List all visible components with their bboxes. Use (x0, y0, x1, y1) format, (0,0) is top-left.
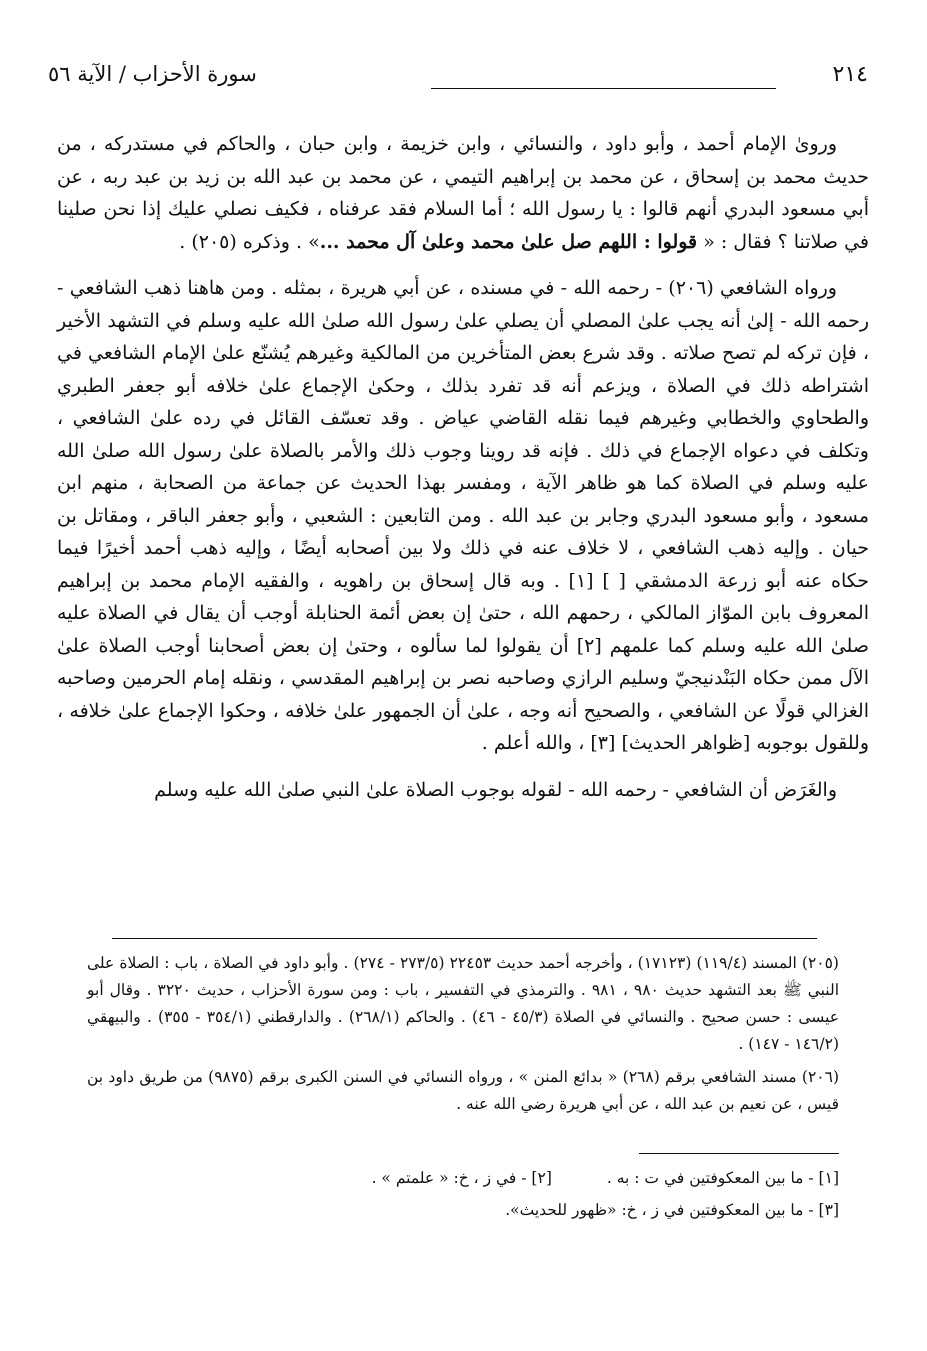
paragraph-1-bold-quote: قولوا : اللهم صل علىٰ محمد وعلىٰ آل محمد ... (319, 230, 698, 253)
main-text (57, 128, 869, 820)
footnote-205: (٢٠٥) المسند (١١٩/٤) (١٧١٢٣) ، وأخرجه أحمد حديث ٢٢٤٥٣ (٢٧٣/٥ - ٢٧٤) . وأبو داود في الصلاة ، باب : الصلاة على النبي ﷺ بعد التشهد حديث ٩٨٠ ، ٩٨١ . والترمذي في التفسير ، باب : ومن سورة الأحزاب ، حديث ٣٢٢٠ . وقال أبو عيسى : حسن صحيح . والنسائي في الصلاة (٤٥/٣ - ٤٦) . والحاكم (٢٦٨/١) . والدارقطني (٣٥٤/١ - ٣٥٥) . والبيهقي (١٤٦/٢ - ١٤٧) . (87, 954, 840, 1053)
paragraph-2: ورواه الشافعي (٢٠٦) - رحمه الله - في مسنده ، عن أبي هريرة ، بمثله . ومن هاهنا ذهب الشافعي - رحمه الله - إلىٰ أنه يجب علىٰ المصلي أن يصلي علىٰ رسول الله صلىٰ الله عليه وسلم في التشهد الأخير ، فإن تركه لم تصح صلاته . وقد شرع بعض المتأخرين من المالكية وغيرهم يُشنّع علىٰ الإمام الشافعي في اشتراطه ذلك في الصلاة ، ويزعم أنه قد تفرد بذلك ، وحكىٰ الإجماع علىٰ خلافه أبو جعفر الطبري والطحاوي والخطابي وغيرهم فيما نقله القاضي عياض . وقد تعسّف القائل في رده علىٰ الشافعي ، وتكلف في دعواه الإجماع في ذلك . فإنه قد روينا وجوب ذلك والأمر بالصلاة علىٰ رسول الله صلىٰ الله عليه وسلم في الصلاة كما هو ظاهر الآية ، ومفسر بهذا الحديث عن جماعة من الصحابة ، منهم ابن مسعود ، وأبو مسعود البدري وجابر بن عبد الله . ومن التابعين : الشعبي ، وأبو جعفر الباقر ، ومقاتل بن حيان . وإليه ذهب الشافعي ، لا خلاف عنه في ذلك ولا بين أصحابه أيضًا ، وإليه ذهب أحمد أخيرًا فيما حكاه عنه أبو زرعة الدمشقي [ ] [١] . وبه قال إسحاق بن راهويه ، والفقيه الإمام محمد بن إبراهيم المعروف بابن الموّاز المالكي ، رحمهم الله ، حتىٰ إن بعض أئمة الحنابلة أوجب أن يقال في الصلاة عليه صلىٰ الله عليه وسلم كما علمهم [٢] أن يقولوا لما سألوه ، وحتىٰ إن بعض أصحابنا أوجب الصلاة علىٰ الآل ممن حكاه البَنْدنيجيّ وسليم الرازي وصاحبه نصر بن إبراهيم المقدسي ، ونقله إمام الحرمين وصاحبه الغزالي قولًا عن الشافعي ، والصحيح أنه وجه ، علىٰ أن الجمهور علىٰ خلافه ، وحكوا الإجماع علىٰ خلافه ، وللقول بوجوبه [ظواهر الحديث] [٣] ، والله أعلم . (57, 277, 869, 754)
surah-title: سورة الأحزاب / الآية ٥٦ (48, 62, 257, 86)
footnotes (87, 950, 839, 1124)
footnote-206: (٢٠٦) مسند الشافعي برقم (٢٦٨) « بدائع المنن » ، ورواه النسائي في السنن الكبرى برقم (٩٨٧٥) من طريق داود بن قيس ، عن نعيم بن عبد الله ، عن أبي هريرة رضي الله عنه . (87, 1068, 839, 1113)
variant-2: [٢] - في ز ، خ: « علمتم » . (371, 1169, 552, 1187)
page-number: ٢١٤ (832, 62, 868, 87)
page-header (48, 62, 868, 94)
variants-row-2 (87, 1194, 839, 1226)
header-rule (431, 88, 776, 89)
paragraph-3: والغَرَض أن الشافعي - رحمه الله - لقوله بوجوب الصلاة علىٰ النبي صلىٰ الله عليه وسلم (154, 778, 837, 801)
variant-3: [٣] - ما بين المعكوفتين في ز ، خ: «ظهور للحديث». (505, 1201, 839, 1219)
manuscript-variants (87, 1162, 839, 1226)
paragraph-1 (57, 128, 869, 258)
paragraph-1-tail: » . وذكره (٢٠٥) . (179, 230, 320, 253)
variants-row-1 (87, 1162, 839, 1194)
paragraph-1-text: ورویٰ الإمام أحمد ، وأبو داود ، والنسائي ، وابن خزيمة ، وابن حبان ، والحاكم في مستدركه ، من حديث محمد بن إسحاق ، عن محمد بن إبراهيم التيمي ، عن محمد بن عبد الله بن زيد بن عبد ربه ، عن أبي مسعود البدري أنهم قالوا : يا رسول الله ؛ أما السلام فقد عرفناه ، فكيف نصلي عليك إذا نحن صلينا في صلاتنا ؟ فقال : « (57, 133, 869, 253)
variant-1: [١] - ما بين المعكوفتين في ت : به . (606, 1169, 839, 1187)
variants-divider (639, 1153, 839, 1154)
footnote-divider (112, 938, 817, 939)
